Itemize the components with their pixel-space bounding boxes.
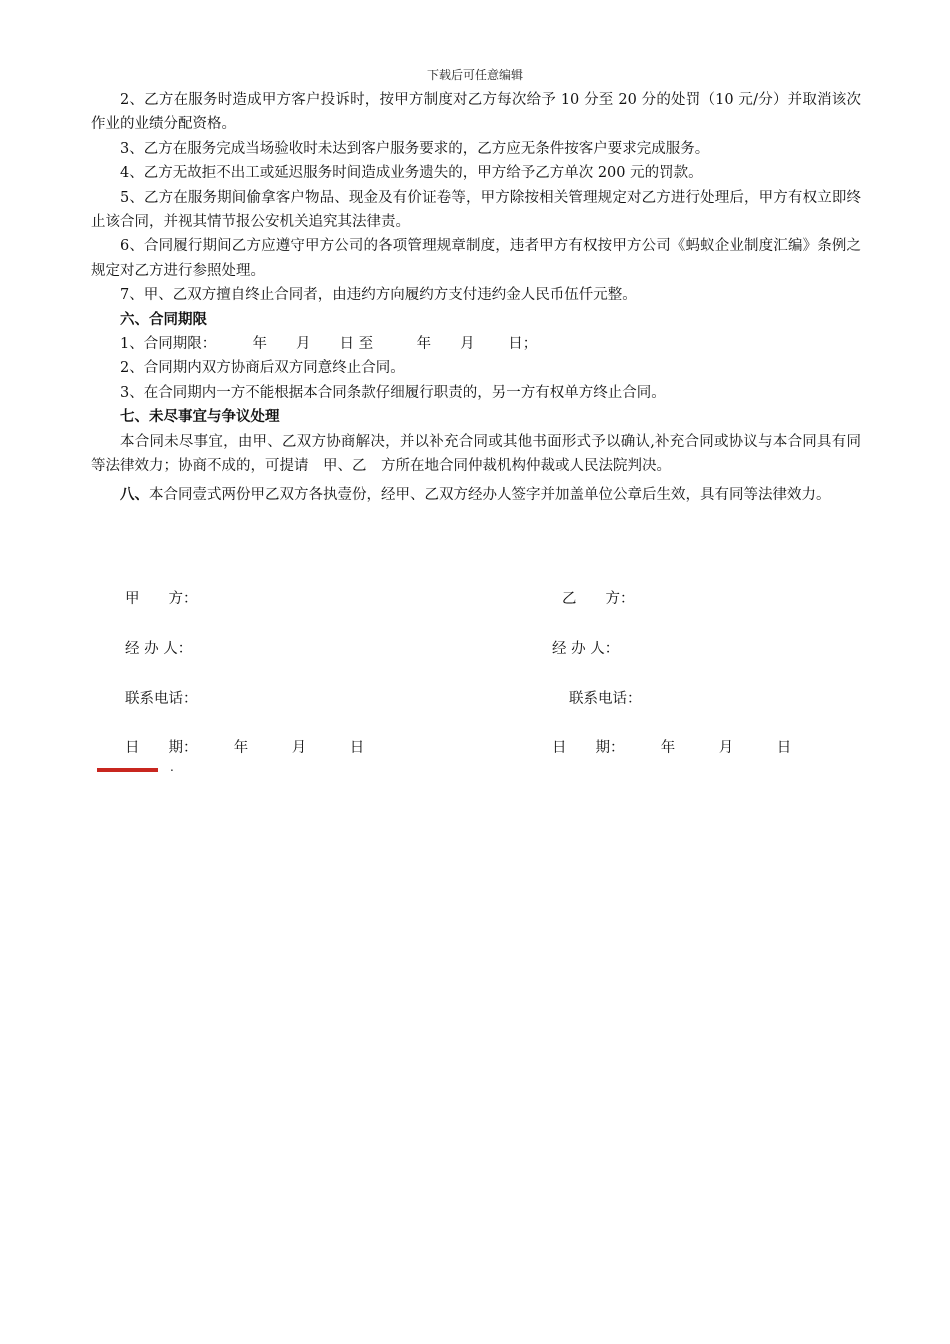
clause-4: 4、乙方无故拒不出工或延迟服务时间造成业务遗失的，甲方给予乙方单次 200 元的罚款。 [120, 165, 703, 182]
footer-dot: . [170, 760, 174, 774]
section-6-item-3: 3、在合同期内一方不能根据本合同条款仔细履行职责的，另一方有权单方终止合同。 [120, 384, 666, 401]
section-6-item-2: 2、合同期内双方协商后双方同意终止合同。 [120, 360, 405, 377]
party-a-handler-label: 经 办 人： [125, 641, 193, 657]
section-7-body: 本合同未尽事宜，由甲、乙双方协商解决，并以补充合同或其他书面形式予以确认,补充合同或协议与本合同具有同等法律效力；协商不成的，可提请 甲、乙 方所在地合同仲裁机构仲裁或人民法院判决。 [91, 433, 861, 475]
contract-body [91, 88, 861, 507]
red-underline-mark [97, 768, 158, 772]
clause-5: 5、乙方在服务期间偷拿客户物品、现金及有价证卷等，甲方除按相关管理规定对乙方进行处理后，甲方有权立即终止该合同，并视其情节报公安机关追究其法律责。 [91, 189, 861, 231]
clause-3: 3、乙方在服务完成当场验收时未达到客户服务要求的，乙方应无条件按客户要求完成服务。 [120, 140, 710, 157]
section-8-lead: 八、 [120, 486, 149, 503]
clause-7: 7、甲、乙双方擅自终止合同者，由违约方向履约方支付违约金人民币伍仟元整。 [120, 287, 637, 304]
party-a-phone-label: 联系电话： [125, 691, 198, 707]
party-a-label: 甲 方： [125, 591, 198, 607]
party-b-label: 乙 方： [562, 591, 635, 607]
section-6-item-1: 1、合同期限： 年 月 日 至 年 月 日； [120, 336, 538, 353]
page-header: 下载后可任意编辑 [426, 68, 523, 82]
section-8-body: 本合同壹式两份甲乙双方各执壹份，经甲、乙双方经办人签字并加盖单位公章后生效，具有同等法律效力。 [149, 486, 831, 503]
party-b-date-label: 日 期： 年 月 日 [552, 740, 792, 756]
section-6-title: 六、合同期限 [120, 311, 207, 328]
clause-2: 2、乙方在服务时造成甲方客户投诉时，按甲方制度对乙方每次给予 10 分至 20 分的处罚（10 元/分）并取消该次作业的业绩分配资格。 [91, 92, 861, 133]
party-b-handler-label: 经 办 人： [552, 641, 620, 657]
clause-6: 6、合同履行期间乙方应遵守甲方公司的各项管理规章制度，违者甲方有权按甲方公司《蚂蚁企业制度汇编》条例之规定对乙方进行参照处理。 [91, 238, 861, 279]
party-b-phone-label: 联系电话： [569, 691, 642, 707]
section-8 [91, 483, 861, 507]
party-a-date-label: 日 期： 年 月 日 [125, 740, 365, 756]
section-7-title: 七、未尽事宜与争议处理 [120, 409, 280, 426]
